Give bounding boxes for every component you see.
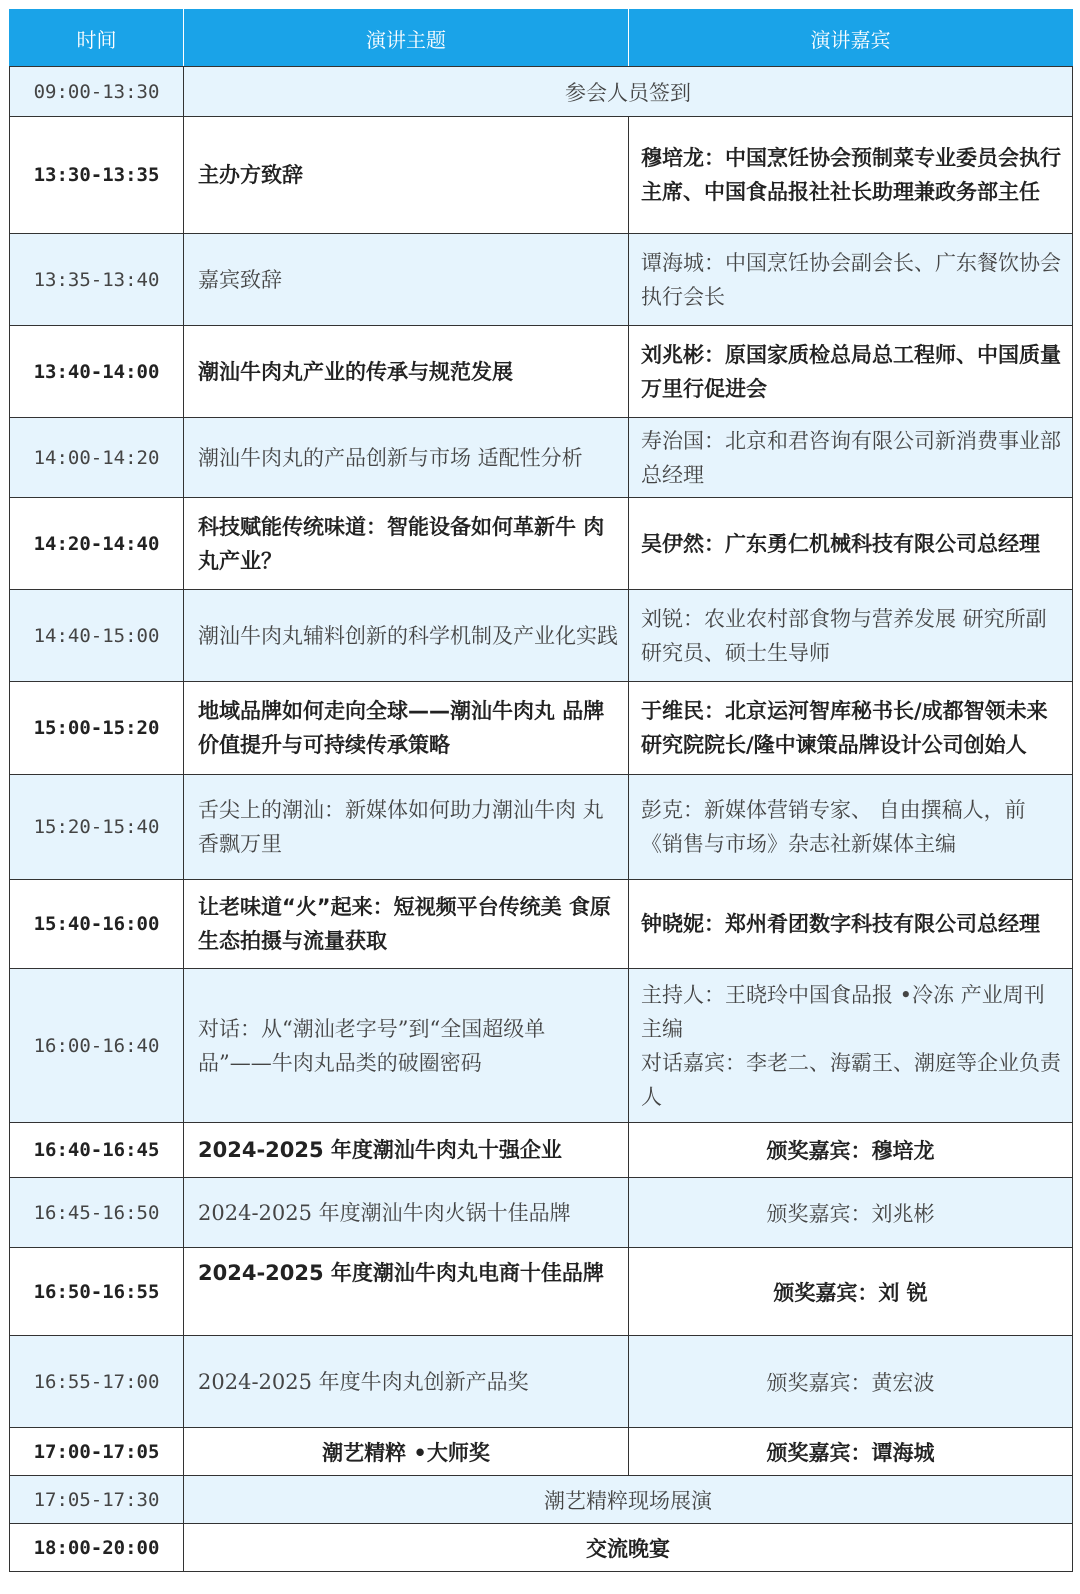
table-row <box>10 1476 1073 1524</box>
guest-cell: 刘锐：农业农村部食物与营养发展 研究所副研究员、硕士生导师 <box>629 590 1073 682</box>
time-cell: 09:00-13:30 <box>10 67 184 117</box>
header-topic: 演讲主题 <box>184 10 629 67</box>
topic-cell: 主办方致辞 <box>184 117 629 234</box>
topic-cell: 潮汕牛肉丸的产品创新与市场 适配性分析 <box>184 418 629 498</box>
table-row <box>10 969 1073 1123</box>
time-cell: 14:40-15:00 <box>10 590 184 682</box>
session-cell: 潮艺精粹现场展演 <box>184 1476 1073 1524</box>
topic-cell: 对话：从“潮汕老字号”到“全国超级单 品”——牛肉丸品类的破圈密码 <box>184 969 629 1123</box>
guest-cell: 颁奖嘉宾：刘 锐 <box>629 1248 1073 1336</box>
time-cell: 18:00-20:00 <box>10 1524 184 1572</box>
header-guest: 演讲嘉宾 <box>629 10 1073 67</box>
table-row <box>10 498 1073 590</box>
host-line: 主持人：王晓玲中国食品报 •冷冻 产业周刊主编 <box>641 982 1045 1041</box>
guest-cell: 寿治国：北京和君咨询有限公司新消费事业部总经理 <box>629 418 1073 498</box>
guest-cell: 彭克：新媒体营销专家、 自由撰稿人，前《销售与市场》杂志社新媒体主编 <box>629 775 1073 880</box>
time-cell: 16:55-17:00 <box>10 1336 184 1428</box>
time-cell: 14:00-14:20 <box>10 418 184 498</box>
guest-cell: 颁奖嘉宾：黄宏波 <box>629 1336 1073 1428</box>
guest-cell: 穆培龙：中国烹饪协会预制菜专业委员会执行主席、中国食品报社社长助理兼政务部主任 <box>629 117 1073 234</box>
table-row <box>10 1178 1073 1248</box>
time-cell: 16:50-16:55 <box>10 1248 184 1336</box>
time-cell: 17:00-17:05 <box>10 1428 184 1476</box>
topic-cell: 2024-2025 年度潮汕牛肉火锅十佳品牌 <box>184 1178 629 1248</box>
table-row <box>10 880 1073 969</box>
table-row <box>10 1524 1073 1572</box>
table-row <box>10 117 1073 234</box>
session-cell: 交流晚宴 <box>184 1524 1073 1572</box>
table-row <box>10 1123 1073 1178</box>
guest-cell: 刘兆彬：原国家质检总局总工程师、中国质量万里行促进会 <box>629 326 1073 418</box>
topic-cell: 2024-2025 年度潮汕牛肉丸十强企业 <box>184 1123 629 1178</box>
time-cell: 16:40-16:45 <box>10 1123 184 1178</box>
guest-cell: 谭海城：中国烹饪协会副会长、广东餐饮协会执行会长 <box>629 234 1073 326</box>
time-cell: 17:05-17:30 <box>10 1476 184 1524</box>
table-row <box>10 1428 1073 1476</box>
time-cell: 15:40-16:00 <box>10 880 184 969</box>
time-cell: 16:00-16:40 <box>10 969 184 1123</box>
time-cell: 13:30-13:35 <box>10 117 184 234</box>
table-row <box>10 326 1073 418</box>
topic-cell: 潮艺精粹 •大师奖 <box>184 1428 629 1476</box>
topic-cell: 潮汕牛肉丸辅料创新的科学机制及产业化实践 <box>184 590 629 682</box>
table-row <box>10 682 1073 775</box>
table-row <box>10 67 1073 117</box>
table-row <box>10 775 1073 880</box>
guest-cell: 于维民：北京运河智库秘书长/成都智领未来研究院院长/隆中谏策品牌设计公司创始人 <box>629 682 1073 775</box>
session-cell: 参会人员签到 <box>184 67 1073 117</box>
time-cell: 15:20-15:40 <box>10 775 184 880</box>
topic-cell: 科技赋能传统味道：智能设备如何革新牛 肉丸产业？ <box>184 498 629 590</box>
time-cell: 13:40-14:00 <box>10 326 184 418</box>
time-cell: 13:35-13:40 <box>10 234 184 326</box>
table-row <box>10 418 1073 498</box>
guest-cell: 吴伊然：广东勇仁机械科技有限公司总经理 <box>629 498 1073 590</box>
topic-cell: 地域品牌如何走向全球——潮汕牛肉丸 品牌价值提升与可持续传承策略 <box>184 682 629 775</box>
table-row <box>10 590 1073 682</box>
guest-cell: 颁奖嘉宾：刘兆彬 <box>629 1178 1073 1248</box>
topic-cell: 让老味道“火”起来：短视频平台传统美 食原生态拍摄与流量获取 <box>184 880 629 969</box>
time-cell: 15:00-15:20 <box>10 682 184 775</box>
topic-cell: 潮汕牛肉丸产业的传承与规范发展 <box>184 326 629 418</box>
header-time: 时间 <box>10 10 184 67</box>
table-row <box>10 1248 1073 1336</box>
guest-cell <box>629 969 1073 1123</box>
guest-cell: 颁奖嘉宾：谭海城 <box>629 1428 1073 1476</box>
dialogue-guests-line: 对话嘉宾：李老二、海霸王、潮庭等企业负责人 <box>641 1050 1061 1109</box>
topic-cell: 嘉宾致辞 <box>184 234 629 326</box>
table-row <box>10 1336 1073 1428</box>
table-row <box>10 234 1073 326</box>
topic-cell: 2024-2025 年度牛肉丸创新产品奖 <box>184 1336 629 1428</box>
header-row <box>10 10 1073 67</box>
guest-cell: 颁奖嘉宾：穆培龙 <box>629 1123 1073 1178</box>
guest-cell: 钟晓妮：郑州肴团数字科技有限公司总经理 <box>629 880 1073 969</box>
topic-cell: 2024-2025 年度潮汕牛肉丸电商十佳品牌 <box>184 1248 629 1336</box>
topic-cell: 舌尖上的潮汕：新媒体如何助力潮汕牛肉 丸香飘万里 <box>184 775 629 880</box>
time-cell: 16:45-16:50 <box>10 1178 184 1248</box>
agenda-table <box>9 9 1073 1572</box>
time-cell: 14:20-14:40 <box>10 498 184 590</box>
